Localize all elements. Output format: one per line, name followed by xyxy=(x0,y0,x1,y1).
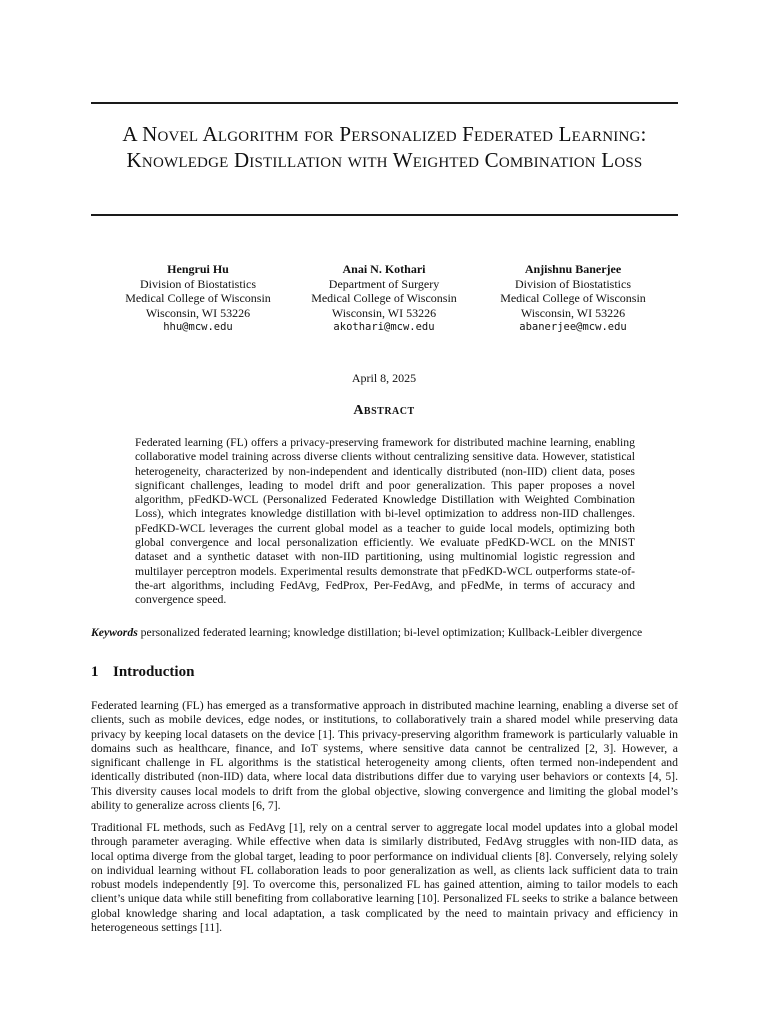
author-institution: Medical College of Wisconsin xyxy=(125,291,271,305)
author-dept: Department of Surgery xyxy=(328,276,440,291)
intro-paragraph-1: Federated learning (FL) has emerged as a transformative approach in distributed machine learning, enabling a diverse set of clients, such as mobile devices, edge nodes, or institutions, to collaboratively train a shared model while preserving data privacy by keeping local datasets on the device [1]. This privacy-preserving algorithm framework is particularly valuable in domains such as healthcare, finance, and IoT systems, where sensitive data cannot be centralized [2, 3]. However, a significant challenge in FL algorithms is the statistical heterogeneity among clients, often termed non-independent and identically distributed (non-IID) data, where local data distributions differ due to varying user behaviors or contexts [4, 5]. This diversity causes local models to drift from the global objective, slowing convergence and limiting the global model’s ability to generalize across clients [6, 7]. xyxy=(91,699,678,813)
section-number: 1 xyxy=(91,664,99,680)
author-2 xyxy=(289,262,479,335)
paper-title: A Novel Algorithm for Personalized Federated Learning: Knowledge Distillation with Weighted Combination Loss xyxy=(122,122,647,172)
author-address: Wisconsin, WI 53226 xyxy=(520,305,626,320)
author-3 xyxy=(478,262,668,335)
title-top-rule xyxy=(91,102,678,104)
author-institution: Medical College of Wisconsin xyxy=(500,291,646,305)
author-dept: Division of Biostatistics xyxy=(139,276,256,291)
author-address: Wisconsin, WI 53226 xyxy=(331,305,437,320)
keywords-label: Keywords xyxy=(91,626,138,639)
abstract-heading: Abstract xyxy=(353,403,415,418)
keywords-line xyxy=(91,626,691,640)
author-name: Anai N. Kothari xyxy=(342,262,426,276)
author-address: Wisconsin, WI 53226 xyxy=(145,305,251,320)
author-1 xyxy=(103,262,293,335)
abstract-text: Federated learning (FL) offers a privacy-preserving framework for distributed machine learning, enabling collaborative model training across diverse clients without centralizing sensitive data. However, statistical heterogeneity, characterized by non-independent and identically distributed (non-IID) client data, poses significant challenges, leading to model drift and poor generalization. This paper proposes a novel algorithm, pFedKD-WCL (Personalized Federated Knowledge Distillation with Weighted Combination Loss), which integrates knowledge distillation with bi-level optimization to address non-IID challenges. pFedKD-WCL leverages the current global model as a teacher to guide local models, optimizing both global convergence and local personalization efficiently. We evaluate pFedKD-WCL on the MNIST dataset and a synthetic dataset with non-IID partitioning, using multinomial logistic regression and multilayer perceptron models. Experimental results demonstrate that pFedKD-WCL outperforms state-of-the-art algorithms, including FedAvg, FedProx, Per-FedAvg, and pFedMe, in terms of accuracy and convergence speed. xyxy=(135,436,635,607)
author-name: Hengrui Hu xyxy=(167,262,229,276)
author-email[interactable]: akothari@mcw.edu xyxy=(333,321,435,333)
author-email[interactable]: hhu@mcw.edu xyxy=(163,321,233,333)
paper-date: April 8, 2025 xyxy=(351,371,417,385)
author-email[interactable]: abanerjee@mcw.edu xyxy=(519,321,627,333)
author-dept: Division of Biostatistics xyxy=(514,276,631,291)
section-title: Introduction xyxy=(113,664,195,680)
author-institution: Medical College of Wisconsin xyxy=(311,291,457,305)
intro-paragraph-2: Traditional FL methods, such as FedAvg [1], rely on a central server to aggregate local model updates into a global model through parameter averaging. While effective when data is similarly distributed, FedAvg struggles with non-IID data, as local optima diverge from the global target, leading to poor performance on individual clients [8]. Conversely, relying solely on individual learning without FL collaboration leads to poor generalization as well, as clients lack sufficient data to train robust models independently [9]. To overcome this, personalized FL has gained attention, aiming to tailor models to each client’s unique data while still benefiting from collaborative learning [10]. Personalized FL seeks to strike a balance between global knowledge sharing and local adaptation, a task complicated by the need to maintain privacy and efficiency in heterogeneous settings [11]. xyxy=(91,821,678,935)
keywords-text: personalized federated learning; knowledge distillation; bi-level optimization; Kullback-Leibler divergence xyxy=(140,626,643,639)
section-heading xyxy=(91,664,194,681)
author-name: Anjishnu Banerjee xyxy=(524,262,622,276)
title-bottom-rule xyxy=(91,214,678,216)
